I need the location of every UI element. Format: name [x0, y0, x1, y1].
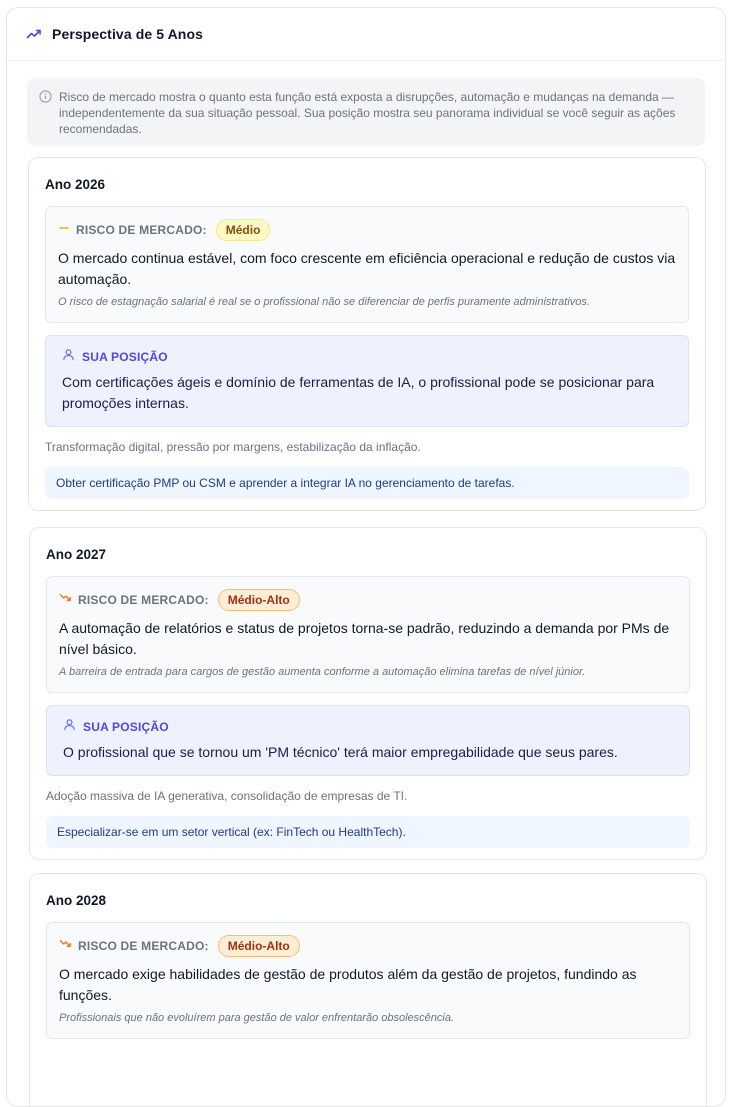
market-note: Profissionais que não evoluírem para gestão de valor enfrentarão obsolescência. [59, 1012, 455, 1024]
trending-up-icon [26, 25, 44, 43]
minus-icon [58, 221, 70, 239]
drivers-text: Transformação digital, pressão por margens, estabilização da inflação. [45, 440, 421, 454]
market-risk-box [46, 922, 690, 1039]
drivers-text: Adoção massiva de IA generativa, consolidação de empresas de TI. [46, 789, 408, 803]
recommended-action: Especializar-se em um setor vertical (ex: FinTech ou HealthTech). [46, 816, 690, 848]
market-text: A automação de relatórios e status de projetos torna-se padrão, reduzindo a demanda por PMs de nível básico. [59, 620, 670, 657]
info-note [27, 78, 705, 146]
year-title: Ano 2027 [46, 547, 107, 562]
your-position-box [46, 705, 690, 776]
market-note: A barreira de entrada para cargos de gestão aumenta conforme a automação elimina tarefas de nível júnior. [59, 666, 586, 678]
market-note: O risco de estagnação salarial é real se o profissional não se diferenciar de perfis puramente administrativos. [58, 296, 590, 308]
position-text: Com certificações ágeis e domínio de ferramentas de IA, o profissional pode se posicionar para promoções internas. [62, 374, 655, 411]
info-icon [39, 90, 53, 107]
panel-header [7, 8, 725, 61]
user-icon [63, 718, 76, 736]
five-year-outlook-panel [6, 7, 726, 1107]
risk-level-badge: Médio [216, 219, 271, 241]
year-title: Ano 2026 [45, 177, 106, 192]
position-text: O profissional que se tornou um 'PM técnico' terá maior empregabilidade que seus pares. [63, 744, 618, 760]
risk-level-badge: Médio-Alto [218, 935, 300, 957]
year-card-2026 [28, 157, 706, 511]
market-text: O mercado exige habilidades de gestão de produtos além da gestão de projetos, fundindo as funções. [59, 966, 637, 1003]
market-risk-box [45, 206, 689, 323]
trending-down-icon [59, 591, 72, 609]
year-card-2027 [29, 527, 707, 860]
trending-down-icon [59, 937, 72, 955]
your-position-label: SUA POSIÇÃO [82, 350, 168, 364]
risk-level-badge: Médio-Alto [218, 589, 300, 611]
your-position-label: SUA POSIÇÃO [83, 720, 169, 734]
your-position-box [45, 335, 689, 427]
market-risk-label: RISCO DE MERCADO: [78, 593, 209, 607]
info-text: Risco de mercado mostra o quanto esta função está exposta a disrupções, automação e mudanças na demanda — independentemente da sua situação pessoal. Sua posição mostra seu panorama individual se você seguir as ações recomendadas. [59, 90, 676, 136]
market-risk-label: RISCO DE MERCADO: [76, 223, 207, 237]
recommended-action: Obter certificação PMP ou CSM e aprender a integrar IA no gerenciamento de tarefas. [45, 467, 689, 499]
market-risk-label: RISCO DE MERCADO: [78, 939, 209, 953]
year-card-2028 [29, 873, 707, 1107]
market-risk-box [46, 576, 690, 693]
year-title: Ano 2028 [46, 893, 107, 908]
page-title: Perspectiva de 5 Anos [52, 26, 203, 42]
user-icon [62, 348, 75, 366]
market-text: O mercado continua estável, com foco crescente em eficiência operacional e redução de custos via automação. [58, 250, 676, 287]
